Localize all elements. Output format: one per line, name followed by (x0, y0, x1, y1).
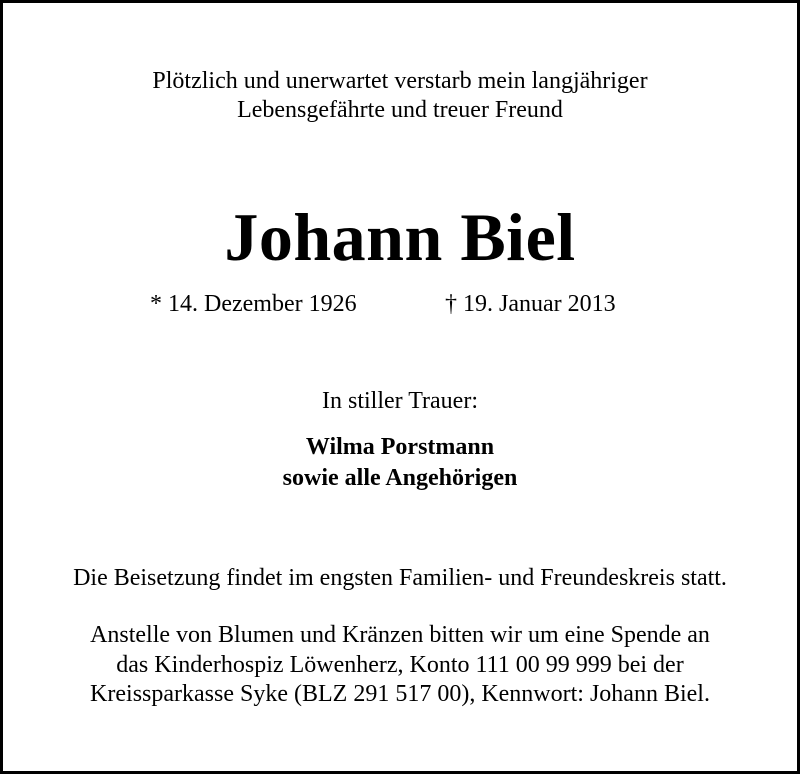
donation-line: Anstelle von Blumen und Kränzen bitten wir um eine Spende an (90, 622, 710, 648)
death-date: † 19. Januar 2013 (445, 291, 616, 317)
donation-line: Kreissparkasse Syke (BLZ 291 517 00), Kennwort: Johann Biel. (90, 681, 710, 707)
mourner-name: Wilma Porstmann (305, 434, 495, 460)
birth-date: * 14. Dezember 1926 (150, 291, 357, 317)
intro-line: Plötzlich und unerwartet verstarb mein langjähriger (152, 68, 648, 94)
intro-text (3, 67, 797, 125)
mourning-heading: In stiller Trauer: (322, 388, 478, 414)
donation-line: das Kinderhospiz Löwenherz, Konto 111 00 99 999 bei der (116, 651, 684, 678)
intro-line: Lebensgefährte und treuer Freund (237, 97, 563, 123)
funeral-note: Die Beisetzung findet im engsten Familien- und Freundeskreis statt. (73, 565, 727, 591)
deceased-name: Johann Biel (224, 199, 576, 275)
mourners-list (3, 432, 797, 494)
mourner-name: sowie alle Angehörigen (282, 465, 518, 491)
donation-request (3, 621, 797, 710)
